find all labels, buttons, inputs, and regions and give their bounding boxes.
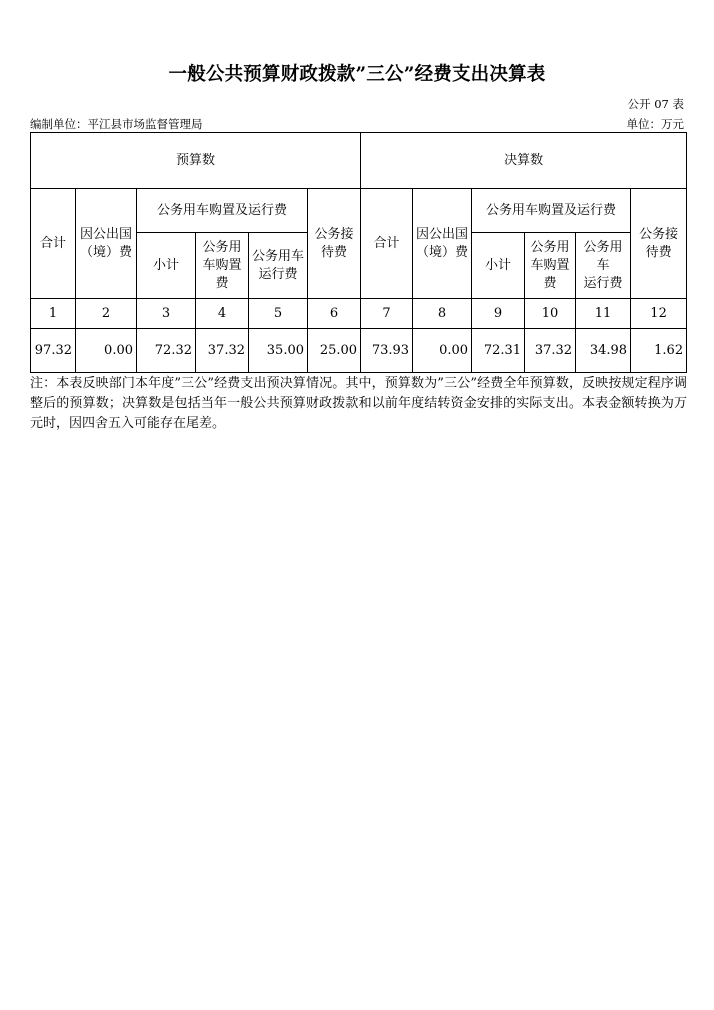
reception-line-2: 待费 [645,244,672,260]
budget-reception-header [308,189,361,299]
budget-operation-header [249,233,308,299]
budget-abroad-value: 0.00 [76,329,137,373]
reception-line-1: 公务接 [314,226,354,242]
final-vehicle-group-header: 公务用车购置及运行费 [472,189,631,233]
column-number: 1 [31,299,76,329]
column-number: 6 [308,299,361,329]
purchase-line-1: 公务用 [530,239,570,255]
budget-purchase-header [196,233,249,299]
final-header: 决算数 [361,133,687,189]
column-number: 3 [137,299,196,329]
budget-purchase-value: 37.32 [196,329,249,373]
header-row-2 [31,189,687,233]
column-number: 12 [631,299,687,329]
purchase-line-1: 公务用 [202,239,242,255]
budget-total-value: 97.32 [31,329,76,373]
column-number: 2 [76,299,137,329]
value-row [31,329,687,373]
column-number-row [31,299,687,329]
compiling-unit: 编制单位：平江县市场监督管理局 [30,117,203,131]
budget-vehicle-group-header: 公务用车购置及运行费 [137,189,308,233]
column-number: 9 [472,299,525,329]
budget-abroad-header [76,189,137,299]
budget-operation-value: 35.00 [249,329,308,373]
reception-line-2: 待费 [321,244,348,260]
abroad-line-1: 因公出国 [79,226,132,242]
reception-line-1: 公务接 [639,226,679,242]
final-abroad-header [413,189,472,299]
column-number: 7 [361,299,413,329]
budget-reception-value: 25.00 [308,329,361,373]
final-reception-value: 1.62 [631,329,687,373]
budget-subtotal-value: 72.32 [137,329,196,373]
page-title: 一般公共预算财政拨款”三公”经费支出决算表 [168,64,546,85]
operation-line-1: 公务用车 [583,239,623,273]
currency-unit: 单位：万元 [626,117,684,131]
budget-header: 预算数 [31,133,361,189]
abroad-line-2: （境）费 [416,244,469,260]
column-number: 10 [525,299,576,329]
final-operation-header [576,233,631,299]
expenditure-table [30,132,687,373]
purchase-line-2: 车购置 [202,257,242,273]
final-purchase-header [525,233,576,299]
final-reception-header [631,189,687,299]
budget-subtotal-header: 小计 [137,233,196,299]
operation-line-1: 公务用车 [251,248,304,264]
operation-line-2: 运行费 [583,275,623,291]
column-number: 4 [196,299,249,329]
final-subtotal-value: 72.31 [472,329,525,373]
column-number: 11 [576,299,631,329]
purchase-line-3: 费 [215,275,229,291]
final-total-value: 73.93 [361,329,413,373]
footnote: 注：本表反映部门本年度”三公”经费支出预决算情况。其中，预算数为”三公”经费全年预算数，反映按规定程序调整后的预算数；决算数是包括当年一般公共预算财政拨款和以前年度结转资金安排的实际支出。本表金额转换为万元时，因四舍五入可能存在尾差。 [30,376,687,431]
purchase-line-3: 费 [543,275,557,291]
purchase-line-2: 车购置 [530,257,570,273]
budget-total-header: 合计 [31,189,76,299]
final-purchase-value: 37.32 [525,329,576,373]
final-abroad-value: 0.00 [413,329,472,373]
form-number: 公开 07 表 [627,97,684,111]
final-total-header: 合计 [361,189,413,299]
header-row-1 [31,133,687,189]
final-operation-value: 34.98 [576,329,631,373]
final-subtotal-header: 小计 [472,233,525,299]
column-number: 8 [413,299,472,329]
operation-line-2: 运行费 [258,266,298,282]
abroad-line-1: 因公出国 [416,226,469,242]
column-number: 5 [249,299,308,329]
abroad-line-2: （境）费 [79,244,132,260]
